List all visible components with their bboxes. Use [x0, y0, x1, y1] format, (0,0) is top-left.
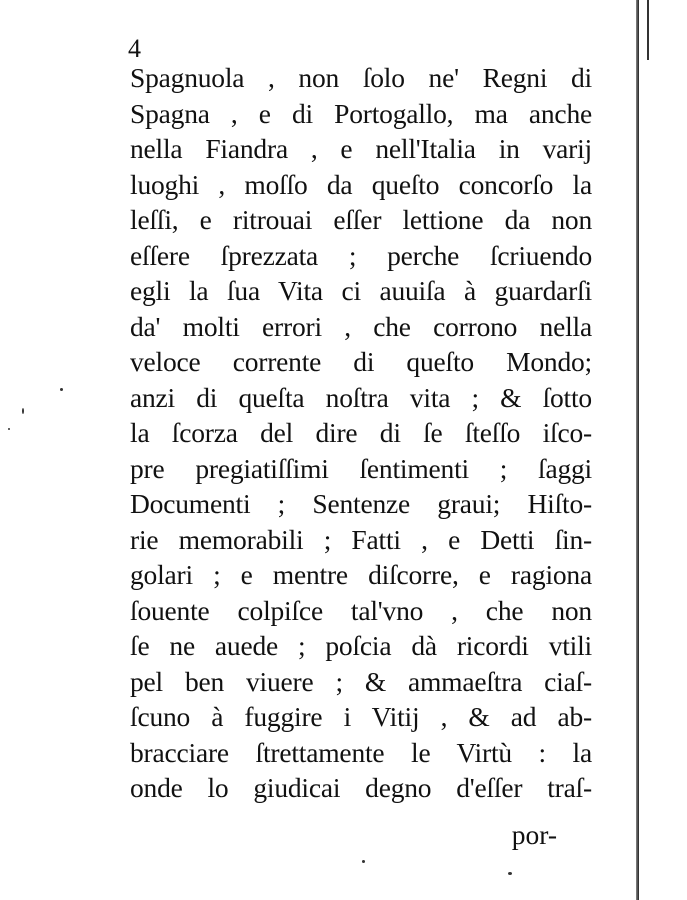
text-line: pel ben viuere ; & ammaeſtra ciaſ-: [130, 665, 592, 697]
text-line: veloce corrente di queſto Mondo;: [130, 346, 592, 377]
page-number: 4: [128, 34, 141, 63]
ink-speck: [8, 428, 10, 430]
text-line: onde lo giudicai degno d'eſſer traſ-: [130, 772, 592, 803]
catchword: por-: [511, 819, 557, 850]
text-line: luoghi , moſſo da queſto concorſo la: [130, 168, 592, 200]
text-line: golari ; e mentre diſcorre, e ragiona: [130, 559, 592, 590]
page-edge-shadow: [636, 0, 639, 900]
text-line: ſe ne auede ; poſcia dà ricordi vtili: [130, 630, 592, 661]
body-text: [130, 60, 592, 806]
text-line: Documenti ; Sentenze graui; Hiſto-: [130, 488, 592, 519]
text-line: pre pregiatiſſimi ſentimenti ; ſaggi: [130, 452, 592, 484]
text-line: la ſcorza del dire di ſe ſteſſo iſco-: [130, 417, 592, 448]
ink-speck: [60, 388, 63, 391]
text-line: bracciare ſtrettamente le Virtù : la: [130, 736, 592, 768]
text-line: leſſi, e ritrouai eſſer lettione da non: [130, 204, 592, 235]
text-line: rie memorabili ; Fatti , e Detti ſin-: [130, 523, 592, 555]
ink-speck: [362, 860, 365, 863]
text-line: anzi di queſta noſtra vita ; & ſotto: [130, 381, 592, 413]
text-line: Spagnuola , non ſolo ne' Regni di: [130, 62, 592, 93]
binding-edge: [647, 0, 677, 60]
text-line: ſcuno à fuggire i Vitij , & ad ab-: [130, 701, 592, 732]
text-line: Spagna , e di Portogallo, ma anche: [130, 97, 592, 129]
ink-speck: [508, 872, 512, 875]
text-line: nella Fiandra , e nell'Italia in varij: [130, 133, 592, 164]
text-line: egli la ſua Vita ci auuiſa à guardarſi: [130, 275, 592, 306]
text-line: ſouente colpiſce tal'vno , che non: [130, 594, 592, 626]
text-line: eſſere ſprezzata ; perche ſcriuendo: [130, 239, 592, 271]
text-line: da' molti errori , che corrono nella: [130, 310, 592, 342]
ink-speck: [22, 408, 24, 414]
